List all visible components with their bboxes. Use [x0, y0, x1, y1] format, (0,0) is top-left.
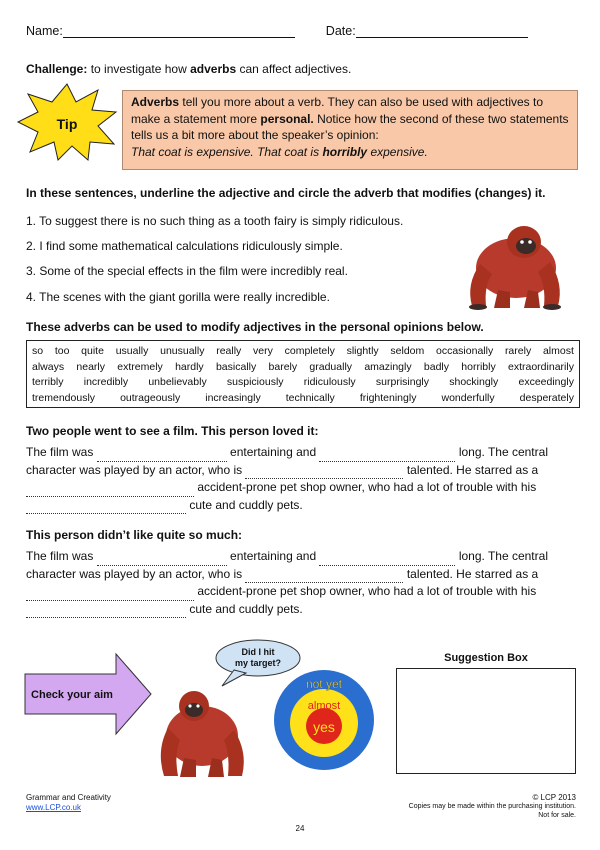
blank-field[interactable]	[97, 450, 227, 462]
adverb: hardly	[175, 360, 204, 373]
tip-bold-2: personal.	[260, 111, 314, 126]
adverb: usually	[115, 345, 149, 357]
adverb: seldom	[390, 345, 425, 357]
adverb: basically	[215, 360, 257, 373]
adverb: terribly	[32, 376, 64, 388]
check-aim-label: Check your aim	[31, 689, 113, 701]
challenge-bold: adverbs	[190, 62, 237, 76]
bubble-line-2: my target?	[234, 658, 282, 668]
tip-example-1: That coat is expensive. That coat is	[131, 144, 323, 159]
blank-field[interactable]	[319, 450, 455, 462]
p2-text-a: The film was	[26, 549, 94, 563]
gorilla-illustration	[458, 214, 568, 310]
adverb: unusually	[160, 345, 205, 357]
challenge-label: Challenge:	[26, 62, 88, 76]
p1-text-e: talented. He starred as a	[406, 462, 539, 477]
sentence-4: 4. The scenes with the giant gorilla were really incredible.	[26, 290, 330, 304]
tip-example-bold: horribly	[322, 144, 368, 159]
blank-field[interactable]	[245, 571, 403, 583]
p1-text-b: entertaining and	[230, 445, 317, 459]
sentence-2: 2. I find some mathematical calculations ridiculously simple.	[26, 239, 343, 253]
tip-box	[122, 90, 578, 170]
p1-text-f: accident-prone pet shop owner, who had a lot of trouble with his	[197, 480, 537, 494]
tip-text	[131, 94, 569, 144]
suggestion-box[interactable]	[396, 668, 576, 774]
footer-right	[409, 793, 576, 820]
p1-text-c: long. The central	[458, 445, 548, 459]
blank-field[interactable]	[26, 502, 186, 514]
adverb: too	[54, 345, 70, 357]
challenge-post: can affect adjectives.	[239, 62, 352, 76]
footer-left	[26, 793, 111, 813]
blank-field[interactable]	[319, 554, 455, 566]
adverb: rarely	[504, 345, 532, 357]
name-label: Name:	[26, 24, 63, 38]
paragraph-2-heading: This person didn’t like quite so much:	[26, 528, 243, 542]
adverb: nearly	[76, 360, 105, 373]
adverb: so	[32, 345, 44, 357]
footer-link[interactable]: www.LCP.co.uk	[26, 803, 81, 812]
paragraph-2	[26, 548, 582, 618]
adverb: amazingly	[364, 360, 412, 373]
adverb: gradually	[309, 360, 353, 373]
adverb-row	[32, 360, 574, 376]
adverb: occasionally	[436, 345, 494, 357]
adverb: always	[32, 360, 65, 373]
adverb: completely	[284, 345, 335, 357]
date-field[interactable]	[356, 25, 528, 38]
target-middle-label: almost	[307, 700, 341, 712]
adverb: horribly	[461, 360, 496, 373]
tip-example	[131, 144, 569, 161]
adverb: unbelievably	[148, 376, 207, 388]
adverb: suspiciously	[226, 376, 284, 388]
tip-text-2: Notice how the second of these two statements tells us a bit more about the speaker’s opinion:	[131, 111, 569, 142]
tip-label: Tip	[56, 116, 78, 132]
target-outer-label: not yet	[305, 677, 343, 691]
adverb: technically	[285, 391, 335, 404]
suggestion-box-title: Suggestion Box	[444, 652, 528, 664]
footer-notice: Copies may be made within the purchasing institution.	[408, 803, 576, 810]
adverb: extremely	[117, 360, 163, 373]
check-aim-arrow	[24, 652, 152, 736]
p2-text-f: accident-prone pet shop owner, who had a lot of trouble with his	[197, 584, 537, 598]
adverb: barely	[268, 360, 298, 373]
blank-field[interactable]	[26, 485, 194, 497]
tip-text-1: tell you more about a verb. They can also be used with adjectives to make a statement more	[131, 95, 544, 126]
adverb: outrageously	[120, 391, 181, 404]
adverb: exceedingly	[518, 376, 574, 388]
challenge-line	[26, 62, 586, 76]
target-icon	[272, 668, 376, 772]
p2-text-b: entertaining and	[230, 549, 317, 563]
adverb: incredibly	[83, 376, 129, 388]
adverb: extraordinarily	[508, 360, 574, 373]
blank-field[interactable]	[97, 554, 227, 566]
adverb: very	[253, 345, 273, 357]
adverb: tremendously	[32, 391, 96, 404]
p1-text-a: The film was	[26, 445, 94, 459]
name-field[interactable]	[63, 25, 295, 38]
instruction-heading: In these sentences, underline the adjective and circle the adverb that modifies (changes) it.	[26, 186, 546, 200]
adverb-row	[32, 375, 574, 391]
sentence-3: 3. Some of the special effects in the film were incredibly real.	[26, 264, 348, 278]
blank-field[interactable]	[26, 589, 194, 601]
page-number: 24	[295, 824, 305, 833]
gorilla-illustration	[150, 680, 260, 780]
worksheet-header	[26, 24, 586, 38]
adverbs-heading: These adverbs can be used to modify adjectives in the personal opinions below.	[26, 320, 484, 334]
adverb: frighteningly	[359, 391, 417, 404]
tip-star-icon	[14, 82, 120, 162]
footer-not-for-sale: Not for sale.	[538, 812, 576, 819]
blank-field[interactable]	[26, 606, 186, 618]
adverb: shockingly	[449, 376, 499, 388]
p2-text-g: cute and cuddly pets.	[189, 601, 303, 616]
adverb: desperately	[519, 391, 574, 404]
tip-example-2: expensive.	[367, 144, 428, 159]
paragraph-1-heading: Two people went to see a film. This person loved it:	[26, 424, 319, 438]
adverb: badly	[423, 360, 449, 373]
p1-text-d: character was played by an actor, who is	[26, 462, 243, 477]
adverb: almost	[542, 345, 574, 357]
sentence-1: 1. To suggest there is no such thing as a tooth fairy is simply ridiculous.	[26, 214, 404, 228]
date-label: Date:	[325, 24, 356, 38]
adverb-row	[32, 344, 574, 360]
footer-copyright: © LCP 2013	[532, 793, 576, 802]
paragraph-1	[26, 444, 582, 514]
p2-text-c: long. The central	[458, 549, 548, 563]
tip-bold-1: Adverbs	[131, 95, 180, 109]
adverb: wonderfully	[441, 391, 495, 404]
blank-field[interactable]	[245, 467, 403, 479]
bubble-line-1: Did I hit	[241, 647, 275, 657]
adverb: really	[216, 345, 242, 357]
p1-text-g: cute and cuddly pets.	[189, 497, 303, 512]
p2-text-d: character was played by an actor, who is	[26, 566, 243, 581]
challenge-pre: to investigate how	[90, 62, 187, 76]
adverb: quite	[81, 345, 104, 357]
adverb: slightly	[346, 345, 379, 357]
adverb-word-bank	[26, 340, 580, 408]
adverb-row	[32, 391, 574, 407]
adverb: increasingly	[205, 391, 261, 404]
target-inner-label: yes	[313, 719, 335, 735]
adverb: ridiculously	[303, 376, 356, 388]
footer-book-title: Grammar and Creativity	[26, 793, 111, 802]
adverb: surprisingly	[375, 376, 430, 388]
p2-text-e: talented. He starred as a	[406, 566, 539, 581]
